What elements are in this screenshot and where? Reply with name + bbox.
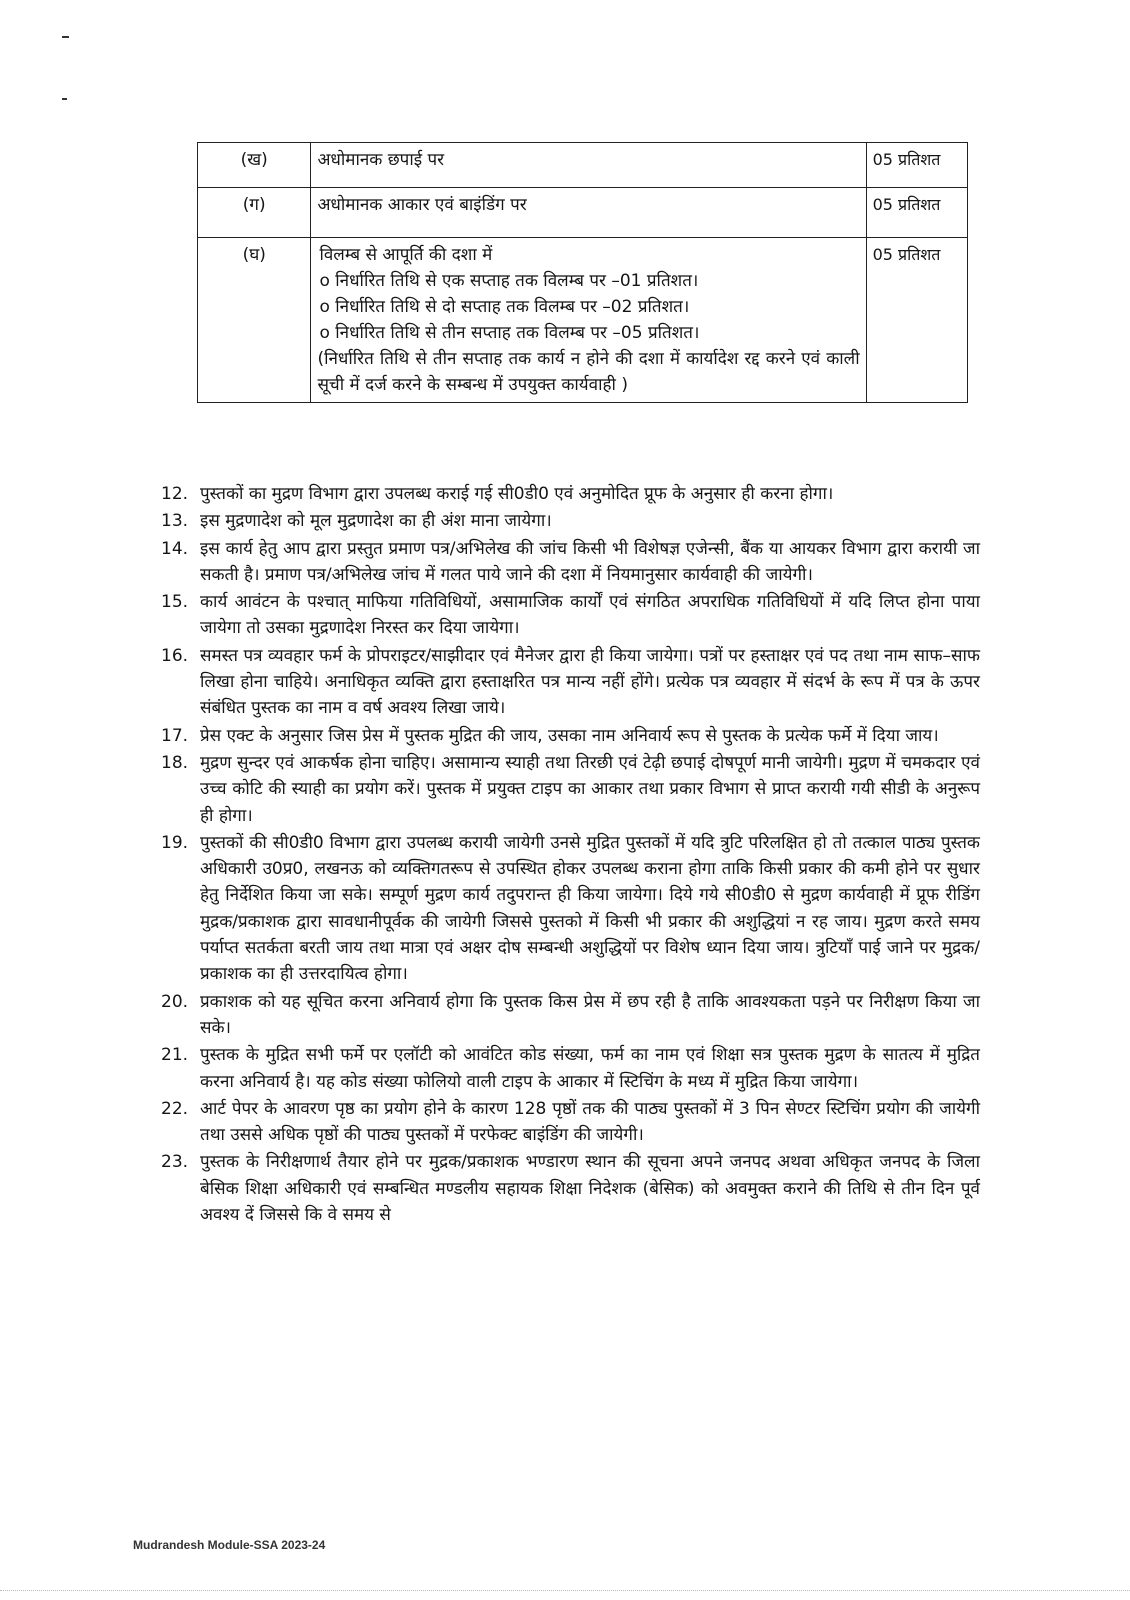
list-item (161, 750, 980, 829)
row-text-block (311, 238, 866, 403)
bullet-item: o निर्धारित तिथि से एक सप्ताह तक विलम्ब पर –01 प्रतिशत। (319, 271, 699, 291)
clause-text: पुस्तकों की सी0डी0 विभाग द्वारा उपलब्ध करायी जायेगी उनसे मुद्रित पुस्तकों में यदि त्रुटि परिलक्षित हो तो तत्काल पाठ्य पुस्तक अधिकारी उ0प्र0, लखनऊ को व्यक्तिगतरूप से उपस्थित होकर उपलब्ध कराना होगा ताकि किसी प्रकार की कमी होने पर सुधार हेतु निर्देशित किया जा सके। सम्पूर्ण मुद्रण कार्य तदुपरान्त ही किया जायेगा। दिये गये सी0डी0 से मुद्रण कार्यवाही में प्रूफ रीडिंग मुद्रक/प्रकाशक द्वारा सावधानीपूर्वक की जायेगी जिससे पुस्तको में किसी भी प्रकार की अशुद्धियां न रह जाय। मुद्रण करते समय पर्याप्त सतर्कता बरती जाय तथा मात्रा एवं अक्षर दोष सम्बन्धी अशुद्धियों पर विशेष ध्यान दिया जाय। त्रुटियाँ पाई जाने पर मुद्रक/प्रकाशक का ही उत्तरदायित्व होगा। (200, 832, 980, 985)
clause-text: कार्य आवंटन के पश्चात् माफिया गतिविधियों, असामाजिक कार्यों एवं संगठित अपराधिक गतिविधियों में यदि लिप्त होना पाया जायेगा तो उसका मुद्रणादेश निरस्त कर दिया जायेगा। (200, 592, 980, 639)
clause-text: इस कार्य हेतु आप द्वारा प्रस्तुत प्रमाण पत्र/अभिलेख की जांच किसी भी विशेषज्ञ एजेन्सी, बैंक या आयकर विभाग द्वारा करायी जा सकती है। प्रमाण पत्र/अभिलेख जांच में गलत पाये जाने की दशा में नियमानुसार कार्यवाही की जायेगी। (200, 538, 980, 585)
row-label: (घ) (198, 238, 311, 403)
list-item (161, 508, 980, 534)
list-item (161, 1042, 980, 1095)
clause-number: 20. (161, 991, 189, 1012)
row-label: (ग) (198, 188, 311, 238)
margin-mark (62, 98, 67, 100)
list-item (161, 643, 980, 722)
row-text: अधोमानक छपाई पर (311, 143, 866, 188)
list-item (161, 589, 980, 642)
clause-number: 22. (161, 1098, 189, 1119)
clause-number: 16. (161, 645, 189, 666)
footer-label: Mudrandesh Module-SSA 2023-24 (133, 1538, 326, 1552)
row-percent: 05 प्रतिशत (866, 143, 967, 188)
bullet-item: o निर्धारित तिथि से तीन सप्ताह तक विलम्ब पर –05 प्रतिशत। (319, 323, 700, 343)
clause-number: 19. (161, 832, 189, 853)
list-item (161, 723, 980, 749)
clause-number: 14. (161, 538, 189, 559)
list-item (161, 536, 980, 589)
table-row (198, 188, 968, 238)
table-row (198, 143, 968, 188)
clause-number: 18. (161, 752, 189, 773)
clause-number: 15. (161, 592, 189, 613)
clause-number: 17. (161, 725, 189, 746)
clause-number: 21. (161, 1045, 189, 1066)
scan-edge-line (0, 1590, 1130, 1591)
list-item (161, 1149, 980, 1228)
margin-mark (62, 36, 69, 38)
clause-number: 12. (161, 484, 189, 504)
row-label: (ख) (198, 143, 311, 188)
penalty-table (197, 142, 968, 403)
list-item (161, 989, 980, 1042)
clause-number: 13. (161, 511, 189, 532)
clause-number: 23. (161, 1152, 189, 1173)
list-item (161, 830, 980, 988)
row-text: अधोमानक आकार एवं बाइंडिंग पर (311, 188, 866, 238)
row-percent: 05 प्रतिशत (866, 238, 967, 403)
clause-text: प्रेस एक्ट के अनुसार जिस प्रेस में पुस्तक मुद्रित की जाय, उसका नाम अनिवार्य रूप से पुस्तक के प्रत्येक फर्मे में दिया जाय। (200, 725, 939, 746)
clause-text: पुस्तक के मुद्रित सभी फर्मे पर एलॉटी को आवंटित कोड संख्या, फर्म का नाम एवं शिक्षा सत्र पुस्तक मुद्रण के सातत्य में मुद्रित करना अनिवार्य है। यह कोड संख्या फोलियो वाली टाइप के आकार में स्टिचिंग के मध्य में मुद्रित किया जायेगा। (200, 1045, 980, 1092)
clause-list (161, 481, 980, 1229)
row-percent: 05 प्रतिशत (866, 188, 967, 238)
clause-text: पुस्तकों का मुद्रण विभाग द्वारा उपलब्ध कराई गई सी0डी0 एवं अनुमोदित प्रूफ के अनुसार ही करना होगा। (200, 484, 834, 504)
list-item (161, 1096, 980, 1149)
clause-text: मुद्रण सुन्दर एवं आकर्षक होना चाहिए। असामान्य स्याही तथा तिरछी एवं टेढ़ी छपाई दोषपूर्ण मानी जायेगी। मुद्रण में चमकदार एवं उच्च कोटि की स्याही का प्रयोग करें। पुस्तक में प्रयुक्त टाइप का आकार तथा प्रकार विभाग से प्राप्त करायी गयी सीडी के अनुरूप ही होगा। (200, 752, 980, 826)
clause-text: आर्ट पेपर के आवरण पृष्ठ का प्रयोग होने के कारण 128 पृष्ठों तक की पाठ्य पुस्तकों में 3 पिन सेण्टर स्टिचिंग प्रयोग की जायेगी तथा उससे अधिक पृष्ठों की पाठ्य पुस्तकों में परफेक्ट बाइंडिंग की जायेगी। (200, 1098, 980, 1146)
bullet-item: o निर्धारित तिथि से दो सप्ताह तक विलम्ब पर –02 प्रतिशत। (319, 297, 690, 317)
clause-text: इस मुद्रणादेश को मूल मुद्रणादेश का ही अंश माना जायेगा। (200, 511, 552, 532)
row-heading: विलम्ब से आपूर्ति की दशा में (319, 245, 493, 265)
clause-text: समस्त पत्र व्यवहार फर्म के प्रोपराइटर/साझीदार एवं मैनेजर द्वारा ही किया जायेगा। पत्रों पर हस्ताक्षर एवं पद तथा नाम साफ–साफ लिखा होना चाहिये। अनाधिकृत व्यक्ति द्वारा हस्ताक्षरित पत्र मान्य नहीं होंगे। प्रत्येक पत्र व्यवहार में संदर्भ के रूप में पत्र के ऊपर संबंधित पुस्तक का नाम व वर्ष अवश्य लिखा जाये। (200, 645, 980, 719)
list-item (161, 481, 980, 507)
row-note: (निर्धारित तिथि से तीन सप्ताह तक कार्य न होने की दशा में कार्यादेश रद्द करने एवं काली सूची में दर्ज करने के सम्बन्ध में उपयुक्त कार्यवाही ) (317, 349, 860, 395)
table-row (198, 238, 968, 403)
clause-text: पुस्तक के निरीक्षणार्थ तैयार होने पर मुद्रक/प्रकाशक भण्डारण स्थान की सूचना अपने जनपद अथवा अधिकृत जनपद के जिला बेसिक शिक्षा अधिकारी एवं सम्बन्धित मण्डलीय सहायक शिक्षा निदेशक (बेसिक) को अवमुक्त कराने की तिथि से तीन दिन पूर्व अवश्य दें जिससे कि वे समय से (200, 1152, 980, 1226)
clause-text: प्रकाशक को यह सूचित करना अनिवार्य होगा कि पुस्तक किस प्रेस में छप रही है ताकि आवश्यकता पड़ने पर निरीक्षण किया जा सके। (200, 991, 980, 1038)
